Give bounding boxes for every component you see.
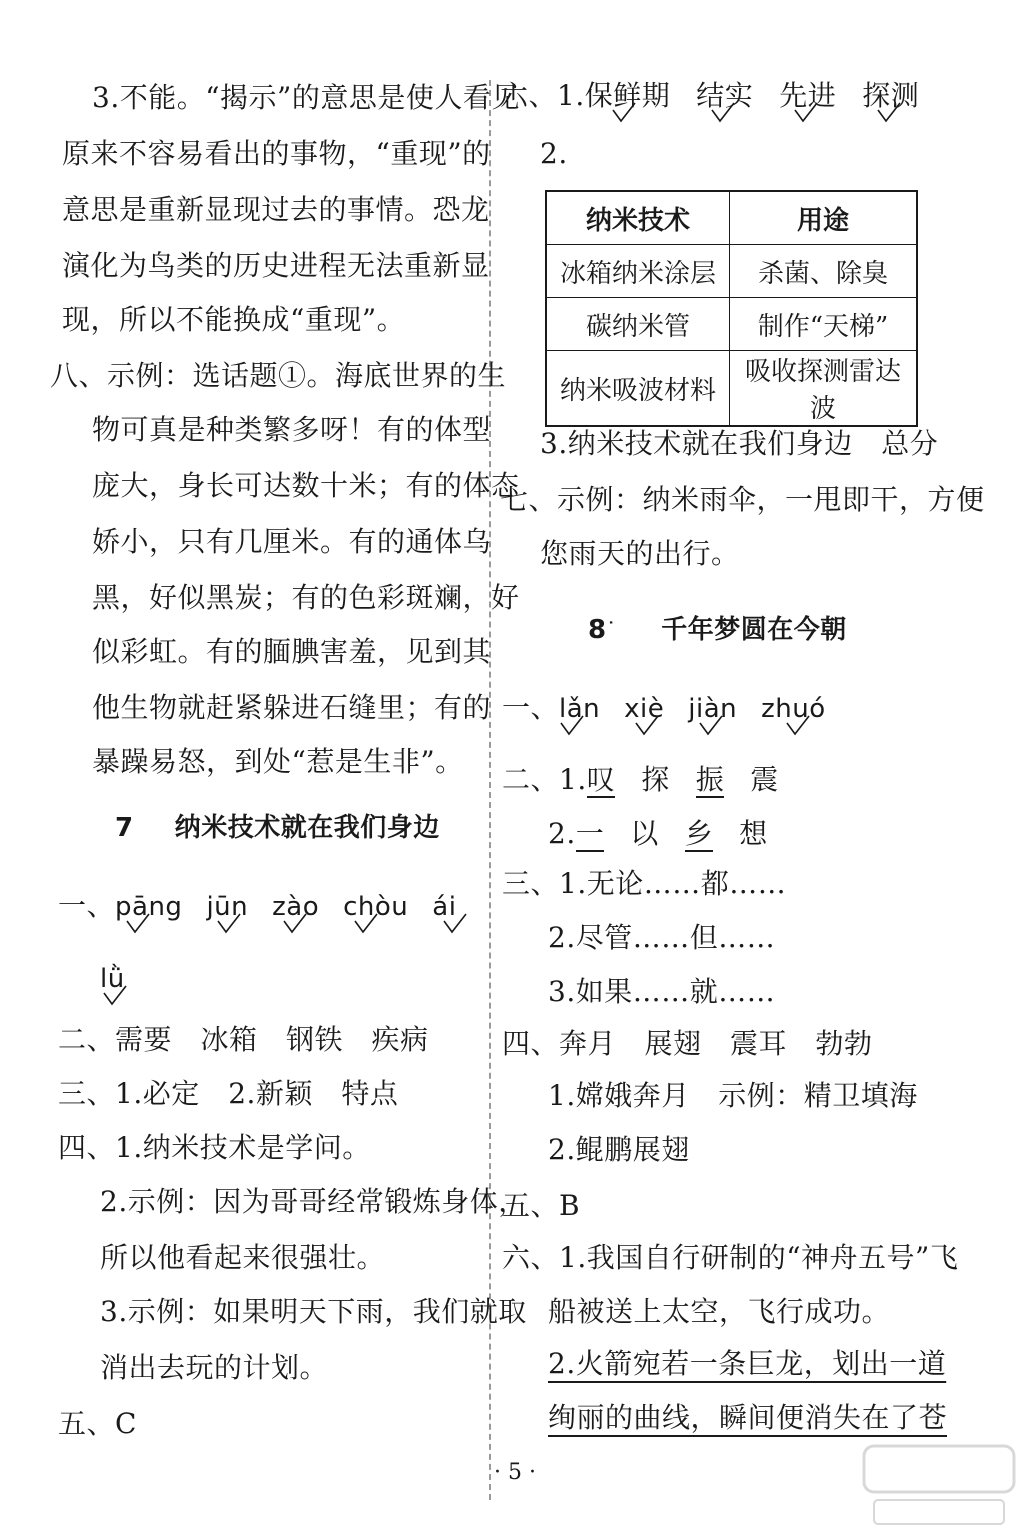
table-cell: 吸收探测雷达波 <box>730 351 918 427</box>
table-cell: 制作“天梯” <box>730 298 918 351</box>
answer-line: 1.嫦娥奔月 示例：精卫填海 <box>548 1079 918 1112</box>
table-row <box>546 245 917 298</box>
pinyin-item: jiàn <box>688 689 737 729</box>
answer-line: 您雨天的出行。 <box>540 537 740 570</box>
page-number: · 5 · <box>494 1460 536 1485</box>
pinyin-row <box>502 688 850 729</box>
pinyin-item: jūn <box>206 887 248 927</box>
answer-line: 八、示例：选话题①。海底世界的生 <box>50 359 507 392</box>
answer-line: 暴躁易怒，到处“惹是生非”。 <box>92 745 464 778</box>
question-label: 二、1. <box>502 763 587 796</box>
table-header: 用途 <box>730 191 918 245</box>
word-row <box>500 76 945 116</box>
answer-line: 船被送上太空，飞行成功。 <box>548 1295 891 1328</box>
check-icon <box>785 715 811 737</box>
table-cell: 碳纳米管 <box>546 298 730 351</box>
check-icon <box>442 913 468 935</box>
char: 震 <box>750 763 779 796</box>
question-label: 六、1. <box>500 79 585 112</box>
answer-line <box>502 760 779 800</box>
check-icon <box>353 913 379 935</box>
word-item: 保鲜期 <box>585 76 671 116</box>
check-icon <box>876 102 902 124</box>
underlined-char: 一 <box>575 817 605 850</box>
check-icon <box>710 102 736 124</box>
check-icon <box>793 102 819 124</box>
underlined-char: 叹 <box>586 763 616 796</box>
table-header-row <box>546 191 917 245</box>
word-item: 结实 <box>696 76 753 116</box>
table-header: 纳米技术 <box>546 191 730 245</box>
word-item: 探测 <box>862 76 919 116</box>
answer-line: 2. <box>540 137 568 170</box>
answer-line: 原来不容易看出的事物，“重现”的 <box>62 137 491 170</box>
pinyin-item: pāng <box>115 887 182 927</box>
answer-line: 庞大，身长可达数十米；有的体态 <box>92 469 520 502</box>
char: 想 <box>739 817 768 850</box>
answer-line: 四、奔月 展翅 震耳 勃勃 <box>502 1027 873 1060</box>
answer-line: 三、1.无论……都…… <box>502 867 787 900</box>
answer-line <box>548 814 768 854</box>
lesson-heading: 8˙ 千年梦圆在今朝 <box>588 615 847 645</box>
answer-line: 三、1.必定 2.新颖 特点 <box>58 1077 399 1110</box>
table-row <box>546 298 917 351</box>
answer-line: 物可真是种类繁多呀！有的体型 <box>92 413 492 446</box>
lesson-heading <box>115 808 440 848</box>
answer-line: 演化为鸟类的历史进程无法重新显 <box>62 249 490 282</box>
answer-line: 五、B <box>502 1189 581 1222</box>
pinyin-item: zào <box>272 887 319 927</box>
check-icon <box>125 913 151 935</box>
lesson-title: 千年梦圆在今朝 <box>661 615 847 645</box>
answer-line: 他生物就赶紧躲进石缝里；有的 <box>92 691 492 724</box>
check-icon <box>102 985 128 1007</box>
answer-line: 四、1.纳米技术是学问。 <box>58 1131 371 1164</box>
underlined-char: 振 <box>695 763 725 796</box>
answer-line: 2.鲲鹏展翅 <box>548 1133 690 1166</box>
answer-line: 五、C <box>58 1407 137 1440</box>
answer-line: 六、1.我国自行研制的“神舟五号”飞 <box>502 1241 959 1274</box>
check-icon <box>611 102 637 124</box>
answer-line: 娇小，只有几厘米。有的通体乌 <box>92 525 492 558</box>
answer-line: 消出去玩的计划。 <box>100 1351 329 1384</box>
nano-tech-table <box>545 190 918 427</box>
check-icon <box>216 913 242 935</box>
char: 以 <box>630 817 659 850</box>
underlined-answer-line: 2.火箭宛若一条巨龙，划出一道 <box>548 1347 947 1380</box>
pinyin-item: xiè <box>624 689 664 729</box>
answer-line: 2.示例：因为哥哥经常锻炼身体， <box>100 1185 527 1218</box>
pinyin-item: lǎn <box>559 689 600 729</box>
check-icon <box>634 715 660 737</box>
answer-line: 3.纳米技术就在我们身边 总分 <box>540 427 939 460</box>
check-icon <box>698 715 724 737</box>
pinyin-item: lǜ <box>100 959 125 999</box>
check-icon <box>559 715 585 737</box>
lesson-number: 7 <box>115 813 134 843</box>
pinyin-row <box>100 958 149 999</box>
lesson-title: 纳米技术就在我们身边 <box>174 813 440 843</box>
underlined-answer-line: 绚丽的曲线，瞬间便消失在了苍 <box>548 1401 948 1434</box>
pinyin-row <box>58 886 480 927</box>
answer-line: 黑，好似黑炭；有的色彩斑斓，好 <box>92 581 520 614</box>
answer-line: 所以他看起来很强壮。 <box>100 1241 386 1274</box>
answer-line: 2.尽管……但…… <box>548 921 776 954</box>
answer-line: 3.不能。“揭示”的意思是使人看见 <box>92 81 520 114</box>
pinyin-item: ái <box>432 887 456 927</box>
question-label: 一、 <box>502 691 560 724</box>
watermark-logo <box>860 1440 1020 1530</box>
char: 探 <box>641 763 670 796</box>
word-item: 先进 <box>779 76 836 116</box>
pinyin-item: chòu <box>343 887 408 927</box>
table-cell: 纳米吸波材料 <box>546 351 730 427</box>
table-cell: 杀菌、除臭 <box>730 245 918 298</box>
question-label: 一、 <box>58 889 116 922</box>
answer-line: 意思是重新显现过去的事情。恐龙 <box>62 193 490 226</box>
answer-line: 二、需要 冰箱 钢铁 疾病 <box>58 1023 429 1056</box>
check-icon <box>282 913 308 935</box>
pinyin-item: zhuó <box>761 689 826 729</box>
answer-line: 似彩虹。有的腼腆害羞，见到其 <box>92 635 492 668</box>
answer-line: 3.示例：如果明天下雨，我们就取 <box>100 1295 527 1328</box>
question-label: 2. <box>548 817 576 850</box>
table-row <box>546 351 917 427</box>
underlined-char: 乡 <box>684 817 714 850</box>
table-cell: 冰箱纳米涂层 <box>546 245 730 298</box>
column-divider <box>489 80 491 1500</box>
answer-line: 3.如果……就…… <box>548 975 776 1008</box>
lesson-number: 8 <box>588 615 607 645</box>
answer-line: 七、示例：纳米雨伞，一甩即干，方便 <box>500 483 985 516</box>
answer-line: 现，所以不能换成“重现”。 <box>62 303 406 336</box>
